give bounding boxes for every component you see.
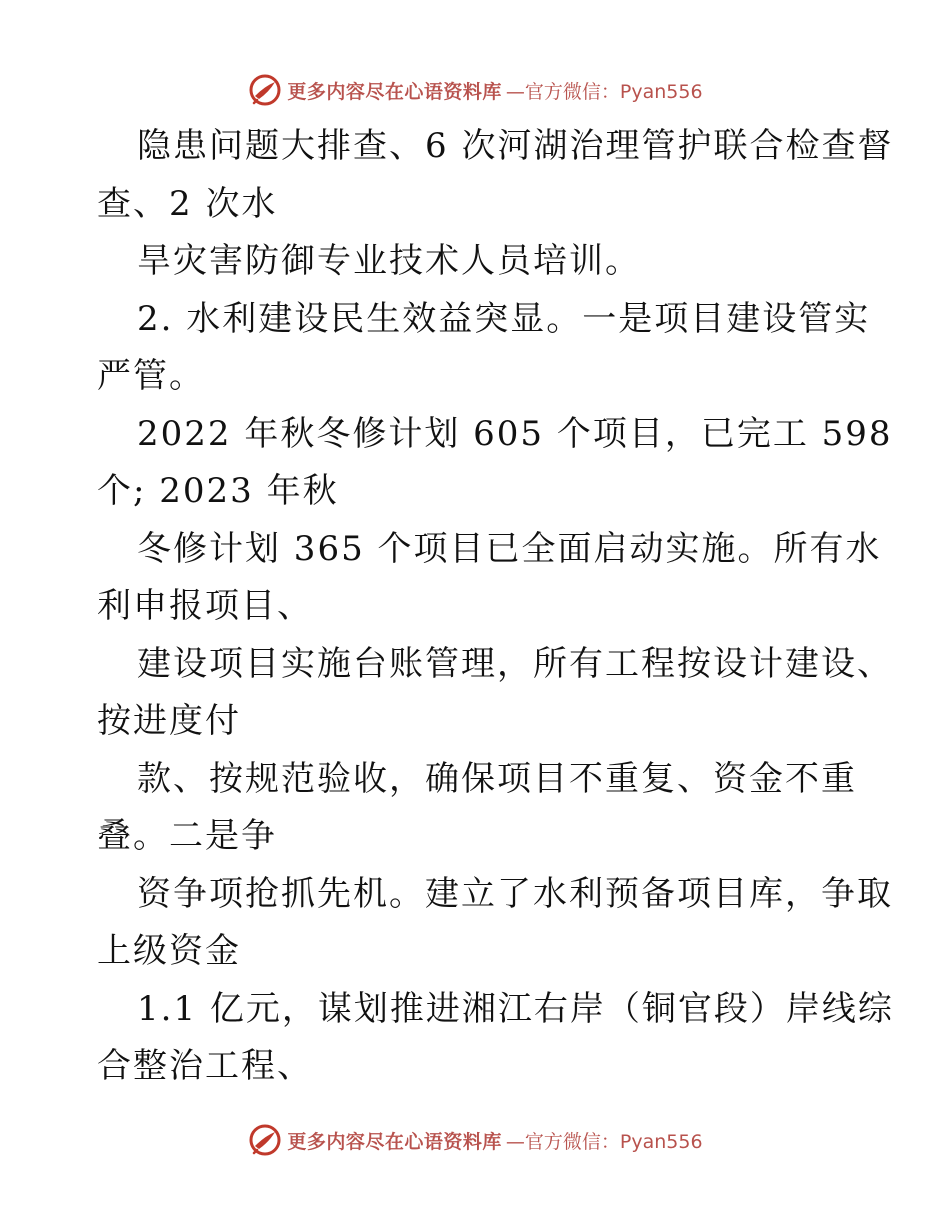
text-line: 1.1 亿元，谋划推进湘江右岸（铜官段）岸线综 [137, 988, 894, 1029]
watermark-sub-text: —官方微信：Pyan556 [505, 80, 703, 103]
text-line: 合整治工程、 [97, 1046, 313, 1086]
text-line: 上级资金 [97, 931, 241, 971]
document-body [97, 118, 894, 1096]
text-line: 2022 年秋冬修计划 605 个项目，已完工 598 [137, 413, 893, 454]
text-line: 建设项目实施台账管理，所有工程按设计建设、 [137, 643, 893, 684]
text-line: 冬修计划 365 个项目已全面启动实施。所有水 [137, 528, 882, 569]
book-quill-logo-icon [247, 72, 283, 108]
text-line: 叠。二是争 [97, 816, 277, 856]
watermark-sub-text: —官方微信：Pyan556 [505, 1130, 703, 1153]
text-line: 查、2 次水 [97, 183, 278, 224]
text-line: 旱灾害防御专业技术人员培训。 [137, 241, 641, 281]
text-line: 款、按规范验收，确保项目不重复、资金不重 [137, 758, 857, 799]
watermark-main-text: 更多内容尽在心语资料库 [287, 1130, 502, 1153]
footer-watermark [0, 1122, 950, 1158]
text-line: 资争项抢抓先机。建立了水利预备项目库，争取 [137, 873, 893, 914]
text-line: 严管。 [97, 356, 205, 396]
text-line: 个; 2023 年秋 [97, 471, 339, 511]
watermark-main-text: 更多内容尽在心语资料库 [287, 80, 502, 103]
header-watermark [0, 72, 950, 108]
text-line: 隐患问题大排查、6 次河湖治理管护联合检查督 [137, 126, 894, 166]
text-line: 按进度付 [97, 701, 241, 741]
text-line: 2. 水利建设民生效益突显。一是项目建设管实 [137, 298, 871, 339]
text-line: 利申报项目、 [97, 586, 313, 626]
book-quill-logo-icon [247, 1122, 283, 1158]
